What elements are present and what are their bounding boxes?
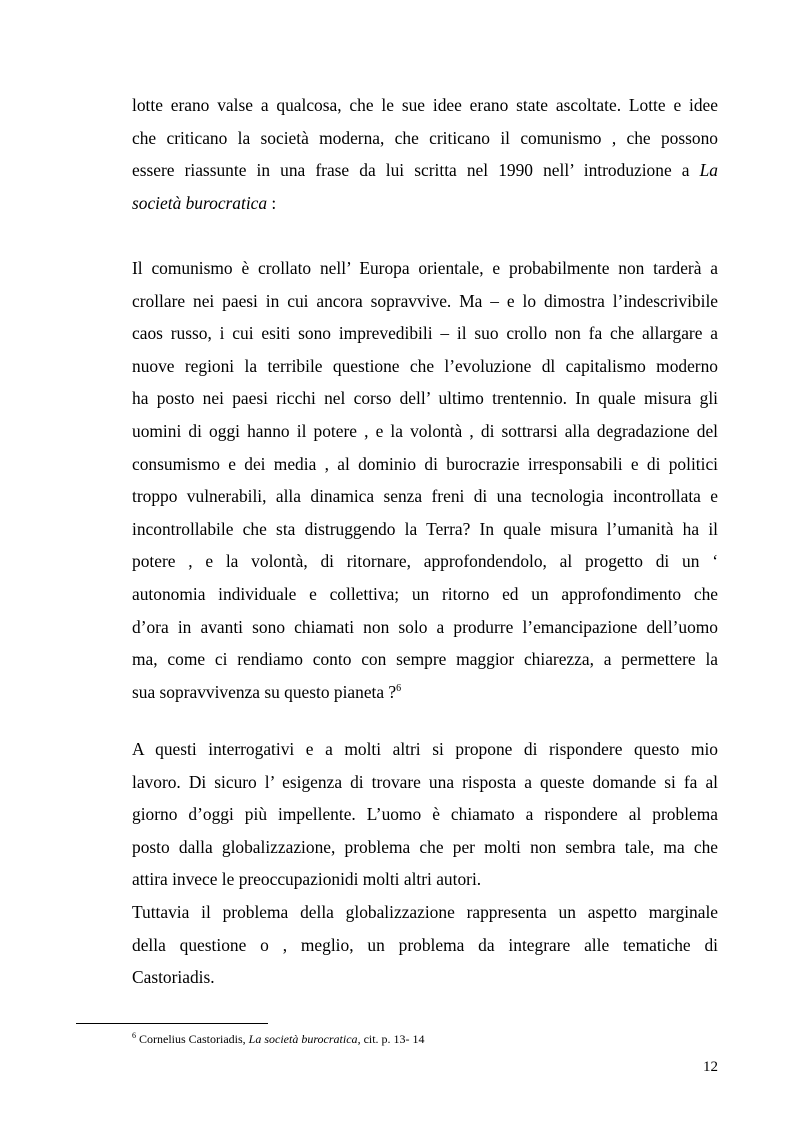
- text-line: della questione o , meglio, un problema da integrare alle tematiche di: [132, 934, 718, 955]
- paragraph-questions: [132, 733, 718, 896]
- quote-line: caos russo, i cui esiti sono imprevedibili – il suo crollo non fa che allargare a: [132, 323, 718, 344]
- quote-line: autonomia individuale e collettiva; un ritorno ed un approfondimento che: [132, 583, 718, 604]
- quote-line: [132, 676, 718, 709]
- quote-line: nuove regioni la terribile questione che l’evoluzione dl capitalismo moderno: [132, 355, 718, 376]
- quote-line: incontrollabile che sta distruggendo la Terra? In quale misura l’umanità ha il: [132, 518, 718, 539]
- text-line: giorno d’oggi più impellente. L’uomo è chiamato a rispondere al problema: [132, 804, 718, 825]
- footnote-reference[interactable]: 6: [396, 682, 402, 694]
- text-line: Castoriadis.: [132, 967, 215, 988]
- text-line: posto dalla globalizzazione, problema che per molti non sembra tale, ma che: [132, 836, 718, 857]
- paragraph-intro: [132, 89, 718, 219]
- text-segment: :: [267, 192, 277, 213]
- text-line: [132, 154, 718, 187]
- quote-line: Il comunismo è crollato nell’ Europa orientale, e probabilmente non tarderà a: [132, 258, 718, 278]
- text-line: lotte erano valse a qualcosa, che le sue idee erano state ascoltate. Lotte e idee: [132, 95, 718, 115]
- quote-line: d’ora in avanti sono chiamati non solo a produrre l’emancipazione dell’uomo: [132, 616, 718, 637]
- text-line: A questi interrogativi e a molti altri si propone di rispondere questo mio: [132, 739, 718, 759]
- text-line: [132, 187, 718, 220]
- quote-block: [132, 252, 718, 708]
- footnote-title: La società burocratica: [248, 1032, 358, 1046]
- text-line: che criticano la società moderna, che criticano il comunismo , che possono: [132, 127, 718, 148]
- footnote-separator: [76, 1023, 268, 1024]
- quote-line: consumismo e dei media , al dominio di burocrazie irresponsabili e di politici: [132, 453, 718, 474]
- quote-line: troppo vulnerabili, alla dinamica senza freni di una tecnologia incontrollata e: [132, 486, 718, 507]
- book-title-italic: La: [699, 160, 718, 181]
- text-line: attira invece le preoccupazionidi molti altri autori.: [132, 869, 482, 890]
- page-number: 12: [703, 1059, 718, 1075]
- text-line: Tuttavia il problema della globalizzazione rappresenta un aspetto marginale: [132, 902, 718, 922]
- text-line: lavoro. Di sicuro l’ esigenza di trovare una risposta a queste domande si fa al: [132, 771, 718, 792]
- quote-line: uomini di oggi hanno il potere , e la volontà , di sottrarsi alla degradazione del: [132, 420, 718, 441]
- footnote-author: Cornelius Castoriadis,: [136, 1032, 249, 1046]
- footnote-number: 6: [132, 1031, 136, 1040]
- quote-line: ha posto nei paesi ricchi nel corso dell’ ultimo trentennio. In quale misura gli: [132, 388, 718, 409]
- paragraph-conclusion: [132, 896, 718, 994]
- quote-line: potere , e la volontà, di ritornare, approfondendolo, al progetto di un ‘: [132, 551, 718, 572]
- quote-line: crollare nei paesi in cui ancora sopravvive. Ma – e lo dimostra l’indescrivibile: [132, 290, 718, 311]
- footnote: [132, 1031, 425, 1047]
- text-segment: essere riassunte in una frase da lui scritta nel 1990 nell’ introduzione a: [132, 160, 690, 181]
- quote-line: ma, come ci rendiamo conto con sempre maggior chiarezza, a permettere la: [132, 649, 718, 670]
- book-title-italic: società burocratica: [132, 192, 268, 213]
- footnote-citation: , cit. p. 13- 14: [357, 1032, 425, 1046]
- text-segment: sua sopravvivenza su questo pianeta ?: [132, 681, 397, 702]
